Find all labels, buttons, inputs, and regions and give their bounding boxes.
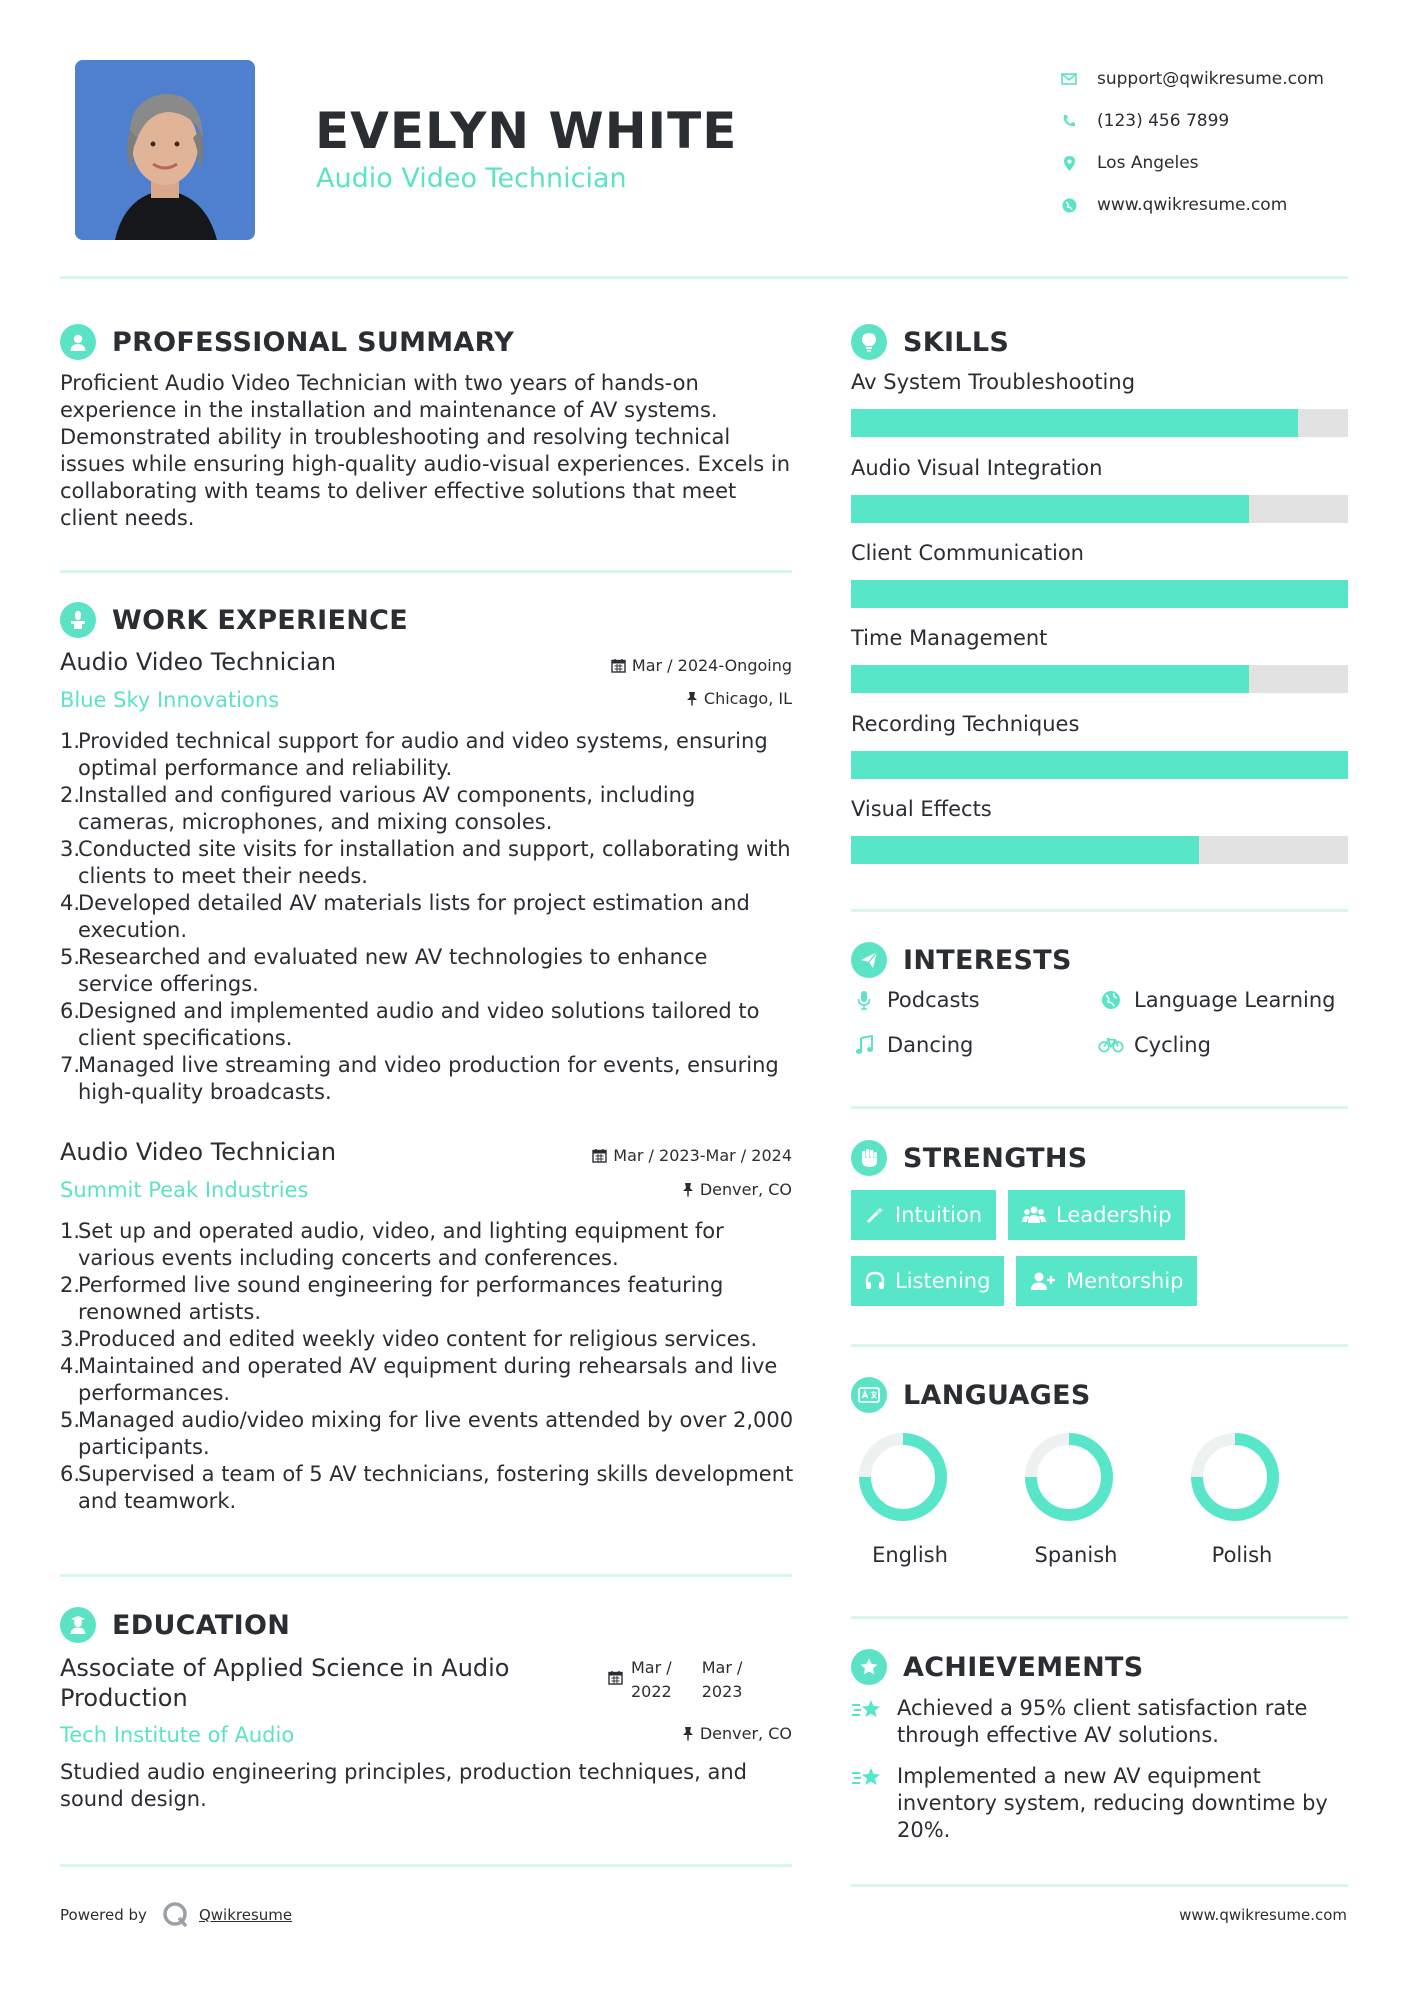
- strength-label: Leadership: [1056, 1203, 1172, 1227]
- achievement-line: through effective AV solutions.: [897, 1723, 1219, 1747]
- achievement-text: [897, 1763, 1328, 1844]
- bullet-number: 6.: [60, 1462, 81, 1486]
- contact-email: [1055, 58, 1324, 100]
- education-start: [631, 1656, 672, 1704]
- language-icon: [851, 1377, 887, 1413]
- bullet-text: Developed detailed AV materials lists for project estimation and: [78, 891, 750, 915]
- candidate-name: EVELYN WHITE: [315, 102, 738, 160]
- list-item: [60, 1353, 800, 1407]
- languages-heading: [851, 1377, 1091, 1413]
- music-note-icon: [851, 1035, 877, 1055]
- envelope-icon: [1055, 73, 1083, 85]
- achievement-item: [851, 1695, 1307, 1749]
- bullet-text: service offerings.: [78, 972, 259, 996]
- skills-title: SKILLS: [903, 326, 1010, 358]
- star-badge-icon: [851, 1649, 887, 1685]
- bicycle-icon: [1098, 1036, 1124, 1054]
- interest-label: Cycling: [1134, 1033, 1211, 1057]
- achievements-divider: [851, 1884, 1348, 1887]
- bullet-number: 4.: [60, 1354, 81, 1378]
- microphone-icon: [851, 990, 877, 1010]
- pushpin-icon: [686, 691, 698, 706]
- skill-bar: [851, 665, 1348, 693]
- list-item: [60, 782, 800, 836]
- email-text[interactable]: support@qwikresume.com: [1097, 69, 1324, 89]
- pushpin-icon: [682, 1182, 694, 1197]
- bullet-number: 3.: [60, 1327, 81, 1351]
- interests-title: INTERESTS: [903, 944, 1072, 976]
- description-line: sound design.: [60, 1787, 207, 1811]
- job-date-text: Mar / 2023-Mar / 2024: [613, 1146, 792, 1165]
- bullet-text: Conducted site visits for installation and support, collaborating with: [78, 837, 791, 861]
- summary-line: experience in the installation and maintenance of AV systems.: [60, 398, 718, 422]
- bullet-text: participants.: [78, 1435, 210, 1459]
- achievement-line: inventory system, reducing downtime by: [897, 1791, 1328, 1815]
- strength-label: Listening: [895, 1269, 991, 1293]
- languages-divider: [851, 1616, 1348, 1619]
- achievement-line: Implemented a new AV equipment: [897, 1764, 1261, 1788]
- work-title: WORK EXPERIENCE: [112, 604, 408, 636]
- bullet-number: 5.: [60, 1408, 81, 1432]
- interest-item: [1098, 1033, 1211, 1057]
- summary-line: client needs.: [60, 506, 195, 530]
- strength-label: Mentorship: [1066, 1269, 1184, 1293]
- skill-bar: [851, 409, 1348, 437]
- skill-name: Time Management: [851, 626, 1048, 650]
- skill-bar-fill: [851, 665, 1249, 693]
- contact-block: [1055, 58, 1324, 226]
- interest-label: Dancing: [887, 1033, 974, 1057]
- user-icon: [60, 324, 96, 360]
- contact-location: [1055, 142, 1324, 184]
- globe-icon: [1055, 198, 1083, 213]
- bullet-text: cameras, microphones, and mixing consoles.: [78, 810, 553, 834]
- job-bullets: [60, 1218, 800, 1515]
- bullet-text: various events including concerts and conferences.: [78, 1246, 619, 1270]
- achievement-item: [851, 1763, 1328, 1844]
- summary-line: issues while ensuring high-quality audio-visual experiences. Excels in: [60, 452, 791, 476]
- skill-name: Client Communication: [851, 541, 1084, 565]
- calendar-icon: [592, 1148, 607, 1163]
- bullet-number: 6.: [60, 999, 81, 1023]
- education-heading: [60, 1607, 290, 1643]
- interest-item: [851, 1033, 973, 1057]
- location-text: Los Angeles: [1097, 153, 1199, 173]
- strengths-divider: [851, 1344, 1348, 1347]
- strengths-title: STRENGTHS: [903, 1142, 1088, 1174]
- list-item: [60, 728, 800, 782]
- work-divider: [60, 1574, 792, 1577]
- globe-icon: [1098, 990, 1124, 1010]
- bullet-text: renowned artists.: [78, 1300, 262, 1324]
- bullet-text: optimal performance and reliability.: [78, 756, 453, 780]
- skill-bar: [851, 495, 1348, 523]
- strength-chip: [1016, 1256, 1197, 1306]
- skills-heading: [851, 324, 1009, 360]
- strength-chip: [851, 1190, 996, 1240]
- education-location-text: Denver, CO: [699, 1724, 792, 1743]
- list-item: [60, 998, 800, 1052]
- bullet-text: clients to meet their needs.: [78, 864, 368, 888]
- candidate-title: Audio Video Technician: [316, 163, 627, 194]
- strength-chip: [851, 1256, 1004, 1306]
- skill-bar: [851, 580, 1348, 608]
- achievements-heading: [851, 1649, 1144, 1685]
- language-name: English: [872, 1543, 948, 1567]
- job-location-text: Chicago, IL: [703, 689, 792, 708]
- phone-icon: [1055, 114, 1083, 128]
- paper-plane-icon: [851, 942, 887, 978]
- achievement-line: Achieved a 95% client satisfaction rate: [897, 1696, 1308, 1720]
- list-item: [60, 1326, 800, 1353]
- language-ring: [1188, 1430, 1282, 1524]
- summary-line: Proficient Audio Video Technician with two years of hands-on: [60, 371, 699, 395]
- bullet-number: 2.: [60, 783, 81, 807]
- language-ring: [1022, 1430, 1116, 1524]
- contact-website: [1055, 184, 1324, 226]
- bullet-text: and teamwork.: [78, 1489, 237, 1513]
- job-title: Audio Video Technician: [60, 648, 337, 676]
- skill-bar-fill: [851, 580, 1348, 608]
- start-year: 2022: [631, 1682, 672, 1701]
- skill-bar: [851, 751, 1348, 779]
- language-ring: [856, 1430, 950, 1524]
- job-location: [532, 689, 792, 708]
- skill-name: Av System Troubleshooting: [851, 370, 1136, 394]
- description-line: Studied audio engineering principles, production techniques, and: [60, 1760, 747, 1784]
- list-item: [60, 1272, 800, 1326]
- school-name: Tech Institute of Audio: [60, 1723, 295, 1747]
- end-month: Mar /: [701, 1658, 743, 1677]
- strength-chip: [1008, 1190, 1185, 1240]
- footer-powered-by: [60, 1900, 292, 1930]
- skill-bar: [851, 836, 1348, 864]
- website-text[interactable]: www.qwikresume.com: [1097, 195, 1288, 215]
- powered-by-text: Powered by: [60, 1906, 147, 1924]
- job-date: [532, 656, 792, 675]
- company-name: Blue Sky Innovations: [60, 688, 280, 712]
- bullet-text: Managed live streaming and video production for events, ensuring: [78, 1053, 779, 1077]
- education-divider: [60, 1864, 792, 1867]
- summary-divider: [60, 570, 792, 573]
- summary-text: [60, 370, 800, 532]
- bullet-text: Supervised a team of 5 AV technicians, fostering skills development: [78, 1462, 794, 1486]
- summary-heading: [60, 324, 514, 360]
- skill-bar-fill: [851, 409, 1298, 437]
- language-name: Spanish: [1034, 1543, 1118, 1567]
- job-location: [532, 1180, 792, 1199]
- strengths-heading: [851, 1140, 1088, 1176]
- bullet-number: 1.: [60, 729, 81, 753]
- degree-name: [60, 1653, 509, 1713]
- education-location: [532, 1724, 792, 1743]
- achievement-text: [897, 1695, 1307, 1749]
- summary-line: collaborating with teams to deliver effective solutions that meet: [60, 479, 737, 503]
- job-bullets: [60, 728, 800, 1106]
- pushpin-icon: [682, 1726, 694, 1741]
- company-name: Summit Peak Industries: [60, 1178, 309, 1202]
- languages-title: LANGUAGES: [903, 1379, 1091, 1411]
- job-date: [512, 1146, 792, 1165]
- bullet-number: 3.: [60, 837, 81, 861]
- lightbulb-icon: [851, 324, 887, 360]
- education-dates: [608, 1656, 750, 1704]
- graduate-icon: [60, 1607, 96, 1643]
- work-heading: [60, 602, 408, 638]
- bullet-number: 2.: [60, 1273, 81, 1297]
- list-item: [60, 944, 800, 998]
- skill-bar-fill: [851, 751, 1348, 779]
- degree-line: Associate of Applied Science in Audio: [60, 1654, 510, 1682]
- interests-divider: [851, 1106, 1348, 1109]
- interests-heading: [851, 942, 1072, 978]
- summary-line: Demonstrated ability in troubleshooting and resolving technical: [60, 425, 731, 449]
- bullet-number: 5.: [60, 945, 81, 969]
- headphones-icon: [865, 1271, 885, 1291]
- interest-label: Podcasts: [887, 988, 980, 1012]
- bullet-number: 4.: [60, 891, 81, 915]
- list-item: [60, 890, 800, 944]
- summary-title: PROFESSIONAL SUMMARY: [112, 326, 515, 358]
- language-name: Polish: [1211, 1543, 1273, 1567]
- podium-icon: [60, 602, 96, 638]
- bullet-number: 7.: [60, 1053, 81, 1077]
- bullet-text: client specifications.: [78, 1026, 293, 1050]
- qwikresume-logo-icon: [161, 1900, 191, 1930]
- bullet-text: Installed and configured various AV components, including: [78, 783, 696, 807]
- job-date-text: Mar / 2024-Ongoing: [631, 656, 792, 675]
- bullet-text: Produced and edited weekly video content for religious services.: [78, 1327, 758, 1351]
- skill-name: Audio Visual Integration: [851, 456, 1103, 480]
- calendar-icon: [608, 1670, 623, 1685]
- bullet-text: Provided technical support for audio and video systems, ensuring: [78, 729, 768, 753]
- skill-bar-fill: [851, 836, 1199, 864]
- bullet-number: 1.: [60, 1219, 81, 1243]
- list-item: [60, 1218, 800, 1272]
- fist-icon: [851, 1140, 887, 1176]
- interest-item: [851, 988, 980, 1012]
- skill-bar-fill: [851, 495, 1249, 523]
- job-location-text: Denver, CO: [699, 1180, 792, 1199]
- achievements-title: ACHIEVEMENTS: [903, 1651, 1144, 1683]
- users-icon: [1022, 1205, 1046, 1225]
- bullet-text: Maintained and operated AV equipment during rehearsals and live: [78, 1354, 778, 1378]
- header-divider: [60, 276, 1348, 279]
- end-year: 2023: [701, 1682, 743, 1701]
- shooting-star-icon: [851, 1697, 887, 1749]
- bullet-text: Performed live sound engineering for performances featuring: [78, 1273, 724, 1297]
- profile-photo: [75, 60, 255, 240]
- map-pin-icon: [1055, 156, 1083, 171]
- bullet-text: Designed and implemented audio and video solutions tailored to: [78, 999, 760, 1023]
- list-item: [60, 1052, 800, 1106]
- user-plus-icon: [1030, 1271, 1056, 1291]
- interest-item: [1098, 988, 1335, 1012]
- interest-label: Language Learning: [1134, 988, 1336, 1012]
- qwikresume-link[interactable]: Qwikresume: [198, 1906, 293, 1924]
- education-description: [60, 1759, 800, 1813]
- skills-divider: [851, 909, 1348, 912]
- strength-label: Intuition: [895, 1203, 983, 1227]
- bullet-text: high-quality broadcasts.: [78, 1080, 332, 1104]
- job-title: Audio Video Technician: [60, 1138, 337, 1166]
- education-end: [702, 1656, 743, 1704]
- skill-name: Visual Effects: [851, 797, 992, 821]
- degree-line: Production: [60, 1684, 188, 1712]
- calendar-icon: [611, 658, 626, 673]
- bullet-text: Set up and operated audio, video, and lighting equipment for: [78, 1219, 724, 1243]
- achievement-line: 20%.: [897, 1818, 951, 1842]
- list-item: [60, 1461, 800, 1515]
- start-month: Mar /: [631, 1658, 672, 1677]
- skill-name: Recording Techniques: [851, 712, 1080, 736]
- magic-wand-icon: [865, 1205, 885, 1225]
- bullet-text: Managed audio/video mixing for live events attended by over 2,000: [78, 1408, 794, 1432]
- shooting-star-icon: [851, 1765, 887, 1844]
- list-item: [60, 1407, 800, 1461]
- bullet-text: execution.: [78, 918, 188, 942]
- footer-website[interactable]: www.qwikresume.com: [1179, 1906, 1347, 1924]
- education-title: EDUCATION: [112, 1609, 291, 1641]
- phone-text: (123) 456 7899: [1097, 111, 1230, 131]
- bullet-text: Researched and evaluated new AV technologies to enhance: [78, 945, 708, 969]
- bullet-text: performances.: [78, 1381, 231, 1405]
- contact-phone: [1055, 100, 1324, 142]
- list-item: [60, 836, 800, 890]
